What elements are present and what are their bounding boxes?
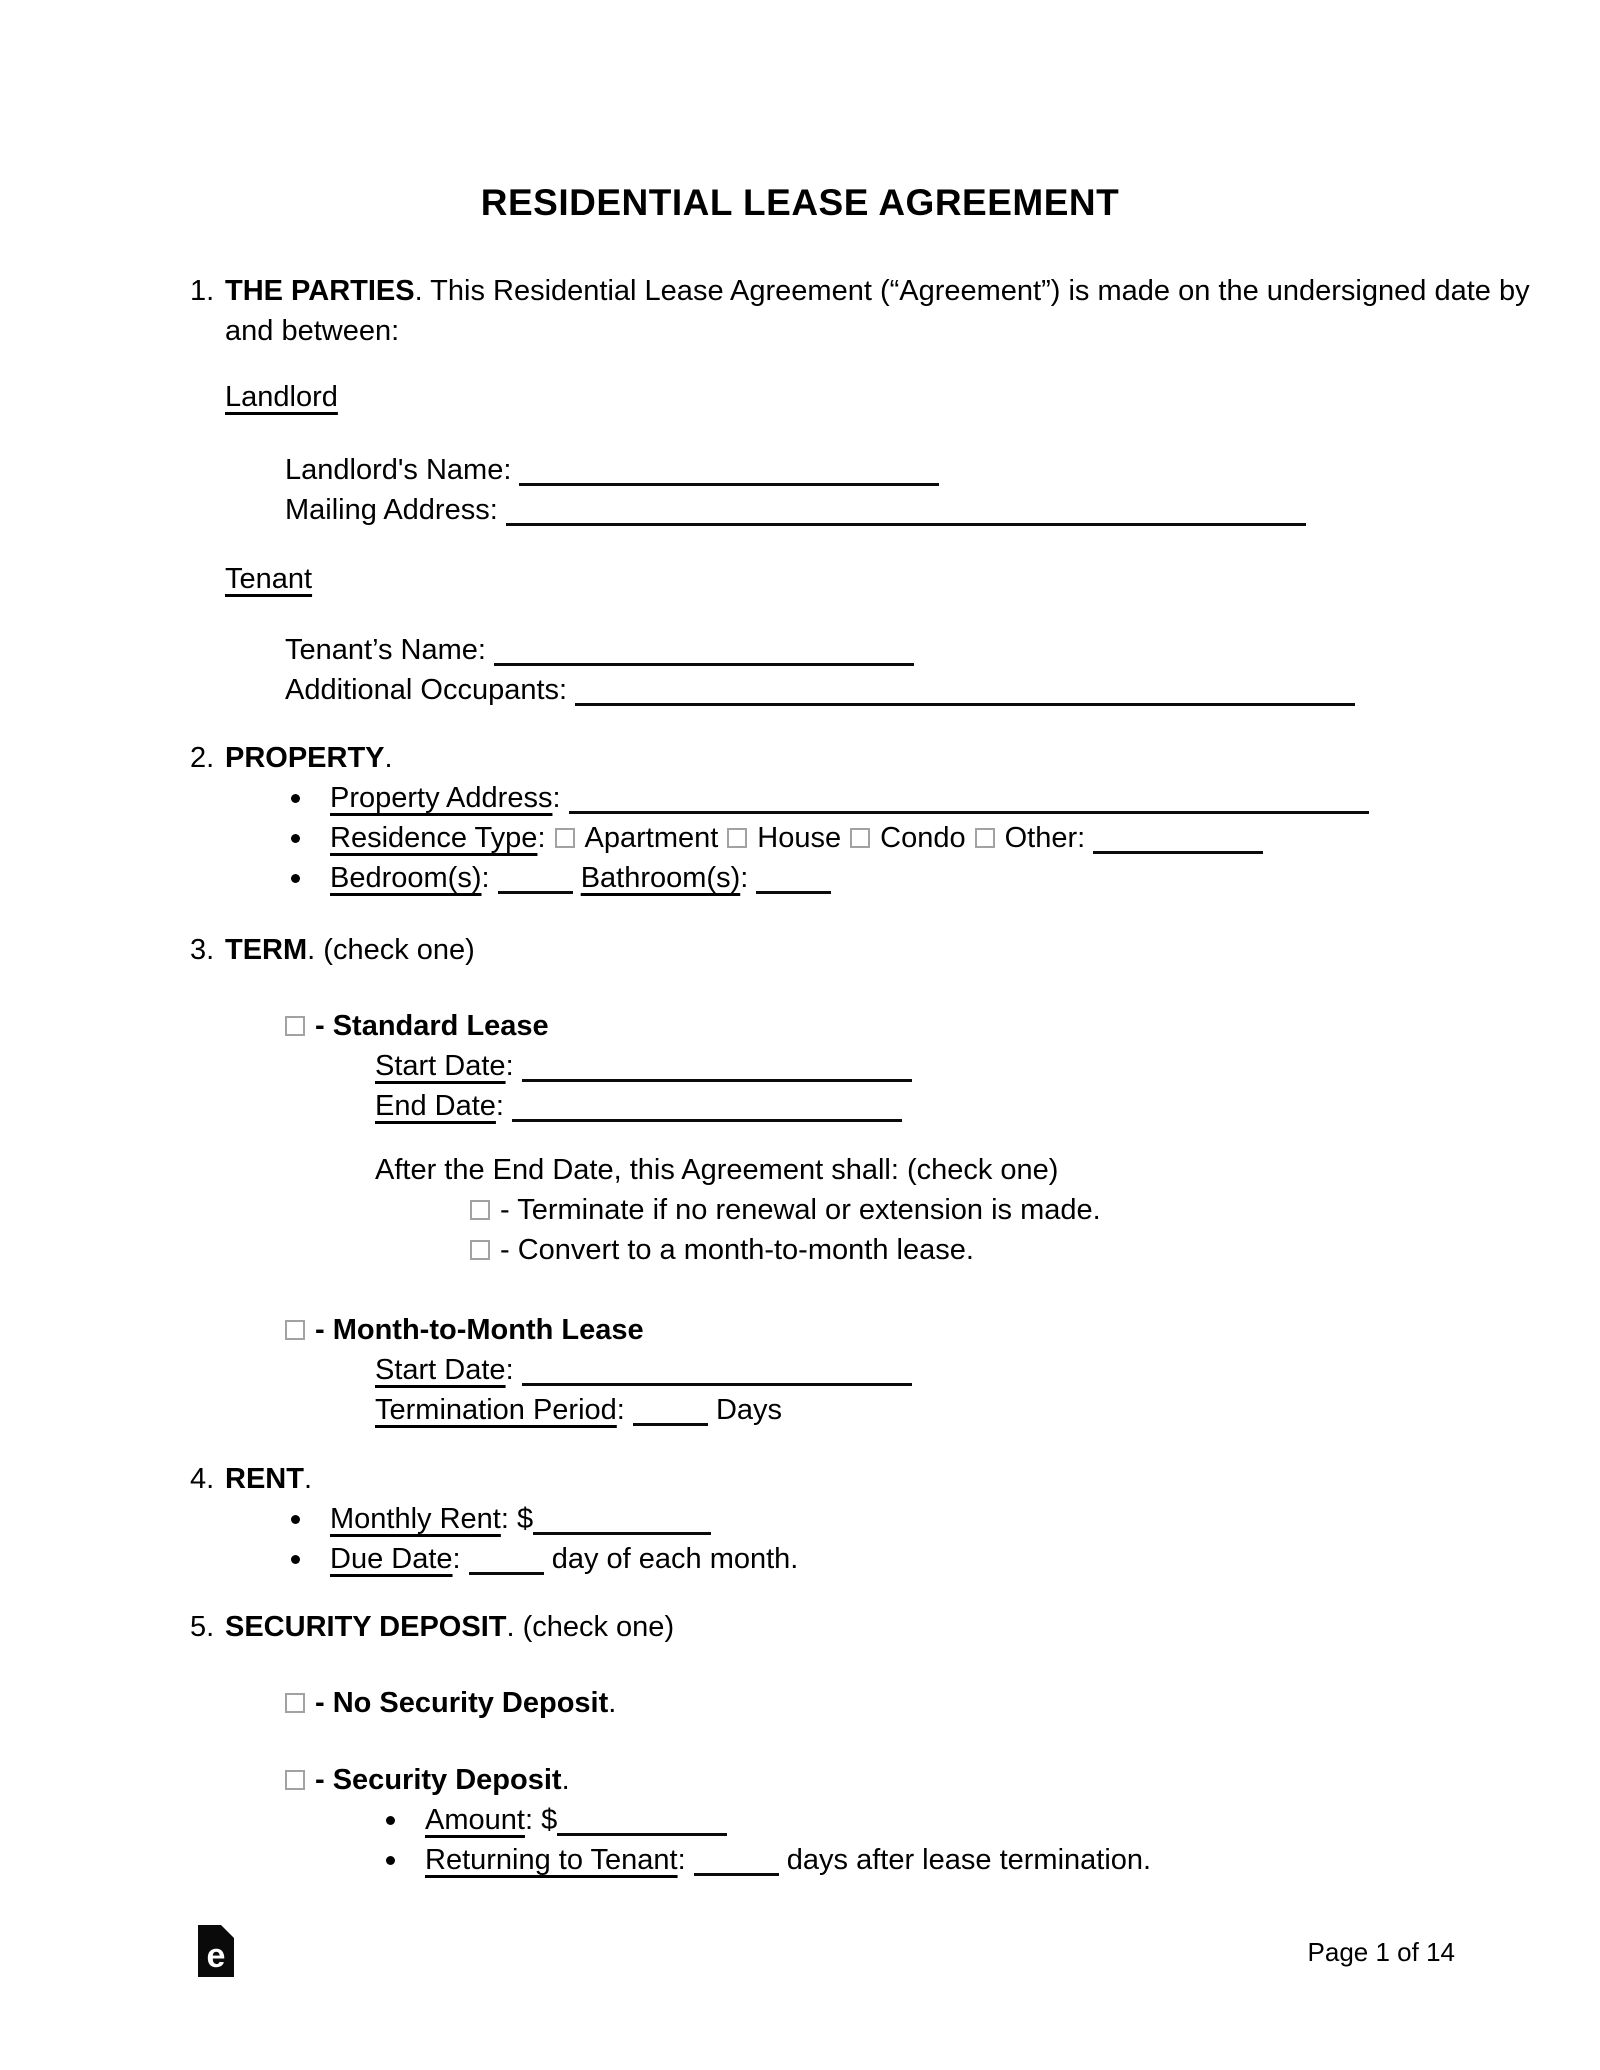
mailing-address-label: Mailing Address:	[285, 494, 498, 526]
convert-option-label: - Convert to a month-to-month lease.	[500, 1234, 974, 1266]
checkbox-apartment[interactable]	[555, 828, 575, 848]
colon: :	[481, 862, 490, 894]
month-to-month-label: - Month-to-Month Lease	[315, 1314, 644, 1346]
monthly-rent-blank[interactable]	[533, 1502, 711, 1535]
document-title: RESIDENTIAL LEASE AGREEMENT	[480, 182, 1120, 223]
deposit-amount-line	[0, 1800, 1600, 1840]
section-4-heading-line	[0, 1459, 1585, 1499]
dollar-sign: $	[516, 1503, 534, 1535]
checkbox-other[interactable]	[975, 828, 995, 848]
m2m-start-date-line	[0, 1350, 1600, 1390]
landlord-name-label: Landlord's Name:	[285, 454, 512, 486]
checkbox-month-to-month[interactable]	[285, 1320, 305, 1340]
colon: :	[505, 1050, 514, 1082]
returning-to-tenant-blank[interactable]	[694, 1843, 779, 1876]
returning-to-tenant-suffix: days after lease termination.	[786, 1844, 1152, 1876]
due-date-suffix: day of each month.	[551, 1543, 799, 1575]
standard-lease-line	[0, 1006, 1600, 1046]
landlord-name-blank[interactable]	[519, 453, 939, 486]
section-1-number: 1.	[190, 275, 215, 307]
page-fold-icon	[221, 1925, 234, 1938]
bedrooms-label: Bedroom(s)	[330, 862, 482, 894]
eforms-logo-letter: e	[206, 1937, 226, 1975]
section-1-title: THE PARTIES	[225, 275, 415, 307]
bedrooms-bathrooms-line	[0, 858, 1600, 898]
returning-to-tenant-label: Returning to Tenant	[425, 1844, 678, 1876]
section-3-heading-line	[0, 930, 1585, 970]
section-3-number: 3.	[190, 934, 215, 966]
dollar-sign: $	[541, 1804, 558, 1836]
option-condo: Condo	[880, 822, 966, 854]
colon: :	[552, 782, 561, 814]
residence-type-other-blank[interactable]	[1093, 821, 1263, 854]
due-date-label: Due Date	[330, 1543, 453, 1575]
tenant-heading: Tenant	[225, 563, 313, 595]
due-date-blank[interactable]	[469, 1542, 544, 1575]
no-security-deposit-period: .	[608, 1687, 617, 1719]
checkbox-security-deposit[interactable]	[285, 1770, 305, 1790]
additional-occupants-label: Additional Occupants:	[285, 674, 568, 706]
security-deposit-line	[0, 1760, 1600, 1800]
property-address-line	[0, 778, 1600, 818]
bullet-icon	[291, 874, 300, 883]
section-2-number: 2.	[190, 742, 215, 774]
section-4-suffix: .	[303, 1463, 313, 1495]
tenant-name-label: Tenant’s Name:	[285, 634, 486, 666]
colon: :	[616, 1394, 625, 1426]
termination-period-line	[0, 1390, 1600, 1430]
colon: :	[452, 1543, 461, 1575]
monthly-rent-label: Monthly Rent	[330, 1503, 501, 1535]
section-4-title: RENT	[225, 1463, 304, 1495]
colon: :	[524, 1804, 534, 1836]
bullet-icon	[291, 1555, 300, 1564]
deposit-amount-blank[interactable]	[557, 1803, 727, 1836]
m2m-start-date-label: Start Date	[375, 1354, 506, 1386]
section-5-heading-line	[0, 1607, 1585, 1647]
tenant-heading-line	[0, 559, 1600, 599]
section-5-suffix: . (check one)	[506, 1611, 675, 1643]
after-end-date-text: After the End Date, this Agreement shall: (check one)	[375, 1154, 1059, 1186]
mailing-address-line	[0, 490, 1600, 530]
additional-occupants-blank[interactable]	[575, 673, 1355, 706]
days-suffix: Days	[715, 1394, 783, 1426]
colon: :	[495, 1090, 504, 1122]
bullet-icon	[386, 1816, 395, 1825]
colon: :	[505, 1354, 514, 1386]
termination-period-label: Termination Period	[375, 1394, 617, 1426]
bedrooms-blank[interactable]	[498, 861, 573, 894]
due-date-line	[0, 1539, 1600, 1579]
section-3-suffix: . (check one)	[307, 934, 475, 966]
deposit-amount-label: Amount	[425, 1804, 525, 1836]
bathrooms-blank[interactable]	[756, 861, 831, 894]
section-2-heading-line	[0, 738, 1585, 778]
eforms-logo	[198, 1925, 234, 1977]
section-5-title: SECURITY DEPOSIT	[225, 1611, 507, 1643]
additional-occupants-line	[0, 670, 1600, 710]
standard-lease-label: - Standard Lease	[315, 1010, 549, 1042]
colon: :	[677, 1844, 686, 1876]
terminate-option-line	[0, 1190, 1600, 1230]
option-other-label: Other:	[1004, 822, 1086, 854]
section-1-heading-line	[0, 271, 1585, 351]
m2m-start-date-blank[interactable]	[522, 1353, 912, 1386]
property-address-label: Property Address	[330, 782, 553, 814]
standard-start-date-line	[0, 1046, 1600, 1086]
termination-period-blank[interactable]	[633, 1393, 708, 1426]
page-number: Page 1 of 14	[1307, 1937, 1455, 1967]
bullet-icon	[386, 1856, 395, 1865]
checkbox-terminate[interactable]	[470, 1200, 490, 1220]
section-3-title: TERM	[225, 934, 308, 966]
residence-type-label: Residence Type	[330, 822, 538, 854]
checkbox-standard-lease[interactable]	[285, 1016, 305, 1036]
landlord-heading: Landlord	[225, 381, 338, 413]
colon: :	[500, 1503, 509, 1535]
colon: :	[537, 822, 546, 854]
section-1-intro: . This Residential Lease Agreement (“Agreement”) is made on the undersigned date by and between:	[225, 275, 1530, 347]
option-house: House	[757, 822, 842, 854]
end-date-label: End Date	[375, 1090, 496, 1122]
landlord-heading-line	[0, 377, 1600, 417]
residence-type-line	[0, 818, 1600, 858]
bathrooms-label: Bathroom(s)	[580, 862, 741, 894]
standard-end-date-blank[interactable]	[512, 1089, 902, 1122]
convert-option-line	[0, 1230, 1600, 1270]
month-to-month-line	[0, 1310, 1600, 1350]
tenant-name-blank[interactable]	[494, 633, 914, 666]
section-5-number: 5.	[190, 1611, 215, 1643]
colon: :	[740, 862, 749, 894]
standard-start-date-blank[interactable]	[522, 1049, 912, 1082]
checkbox-house[interactable]	[727, 828, 747, 848]
section-2-title: PROPERTY	[225, 742, 385, 774]
property-address-blank[interactable]	[569, 781, 1369, 814]
section-2-suffix: .	[384, 742, 393, 774]
checkbox-convert[interactable]	[470, 1240, 490, 1260]
start-date-label: Start Date	[375, 1050, 506, 1082]
returning-to-tenant-line	[0, 1840, 1600, 1880]
security-deposit-label: - Security Deposit	[315, 1764, 562, 1796]
bullet-icon	[291, 834, 300, 843]
bullet-icon	[291, 794, 300, 803]
tenant-name-line	[0, 630, 1600, 670]
bullet-icon	[291, 1515, 300, 1524]
checkbox-condo[interactable]	[850, 828, 870, 848]
standard-end-date-line	[0, 1086, 1600, 1126]
mailing-address-blank[interactable]	[506, 493, 1306, 526]
checkbox-no-security-deposit[interactable]	[285, 1693, 305, 1713]
after-end-date-line	[0, 1150, 1600, 1190]
terminate-option-label: - Terminate if no renewal or extension is made.	[500, 1194, 1101, 1226]
no-security-deposit-line	[0, 1683, 1600, 1723]
monthly-rent-line	[0, 1499, 1600, 1539]
option-apartment: Apartment	[584, 822, 719, 854]
security-deposit-period: .	[561, 1764, 570, 1796]
section-4-number: 4.	[190, 1463, 215, 1495]
no-security-deposit-label: - No Security Deposit	[315, 1687, 609, 1719]
landlord-name-line	[0, 450, 1600, 490]
